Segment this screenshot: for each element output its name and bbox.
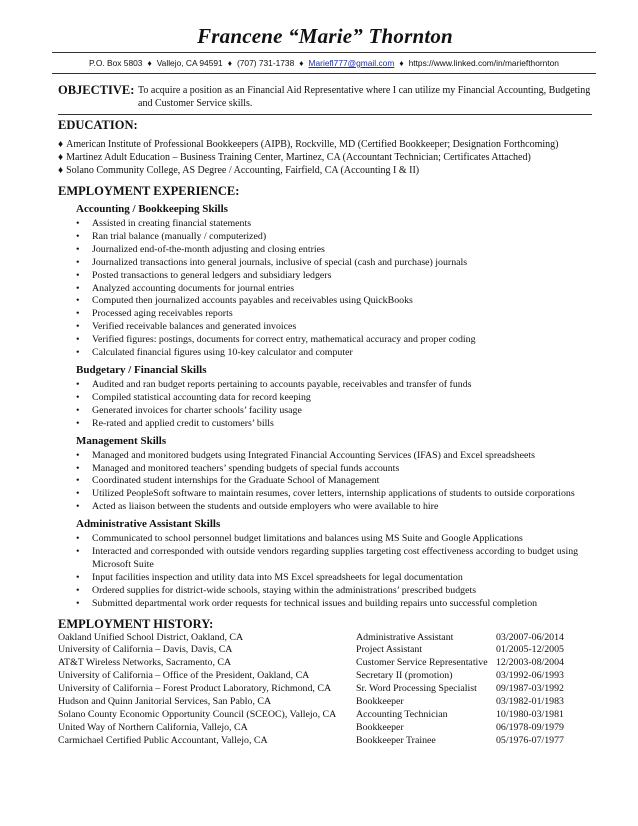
- skill-item-text: Acted as liaison between the students and outside employers who were available to hire: [92, 501, 439, 513]
- contact-separator: ♦: [147, 57, 152, 68]
- skill-list-item: [76, 321, 592, 334]
- skill-list-item: [76, 418, 592, 431]
- skill-item-text: Managed and monitored teachers’ spending budgets of special funds accounts: [92, 462, 400, 474]
- skill-item-text: Communicated to school personnel budget limitations and balances using MS Suite and Google Applications: [92, 533, 523, 545]
- objective-label: OBJECTIVE:: [58, 83, 135, 97]
- bullet-icon: •: [76, 282, 80, 294]
- history-role: Accounting Technician: [356, 708, 448, 720]
- contact-separator: ♦: [399, 57, 404, 68]
- objective-section: [58, 83, 592, 115]
- skill-item-text: Posted transactions to general ledgers and subsidiary ledgers: [92, 269, 332, 281]
- skill-item-text: Submitted departmental work order requests for technical issues and building repairs unto successful completion: [92, 597, 538, 609]
- history-employer: United Way of Northern California, Vallejo, CA: [58, 721, 248, 733]
- bullet-icon: •: [76, 449, 80, 461]
- skill-list-item: [76, 598, 592, 611]
- skill-list-item: [76, 585, 592, 598]
- skill-list-item: [76, 218, 592, 231]
- diamond-bullet-icon: ♦: [58, 165, 64, 176]
- history-role: Bookkeeper: [356, 695, 404, 707]
- history-dates: 03/1982-01/1983: [495, 695, 564, 707]
- education-item-text: Solano Community College, AS Degree / Accounting, Fairfield, CA (Accounting I & II): [66, 165, 420, 176]
- education-item-text: Martinez Adult Education – Business Training Center, Martinez, CA (Accountant Technician; Certificates Attached): [66, 152, 531, 163]
- skill-list: [76, 379, 592, 431]
- bullet-icon: •: [76, 295, 80, 307]
- bullet-icon: •: [76, 379, 80, 390]
- history-dates: 01/2005-12/2005: [495, 644, 564, 656]
- skill-list-item: [76, 257, 592, 270]
- skill-item-text: Re-rated and applied credit to customers’ bills: [92, 417, 274, 429]
- history-employer: Hudson and Quinn Janitorial Services, San Pablo, CA: [58, 695, 272, 707]
- skill-list-item: [76, 463, 592, 476]
- history-row: [58, 670, 592, 683]
- history-dates: 05/1976-07/1977: [495, 734, 564, 746]
- history-row: [58, 644, 592, 657]
- resume-name: Francene “Marie” Thornton: [197, 24, 453, 48]
- skill-section-heading: Administrative Assistant Skills: [76, 518, 221, 531]
- bullet-icon: •: [76, 243, 80, 255]
- skill-list-item: [76, 295, 592, 308]
- bullet-icon: •: [76, 546, 80, 558]
- skill-section: [58, 435, 592, 515]
- education-item: [58, 164, 592, 177]
- bullet-icon: •: [76, 597, 80, 609]
- experience-title: EMPLOYMENT EXPERIENCE:: [58, 184, 240, 198]
- skill-list-item: [76, 283, 592, 296]
- history-role: Administrative Assistant: [356, 631, 454, 643]
- contact-phone: (707) 731-1738: [236, 57, 295, 68]
- skill-list-item: [76, 501, 592, 514]
- history-dates: 12/2003-08/2004: [495, 657, 564, 669]
- history-role: Secretary II (promotion): [356, 670, 453, 682]
- contact-website: https://www.linked.com/in/mariefthornton: [408, 57, 559, 68]
- bullet-icon: •: [76, 334, 80, 346]
- skill-item-text: Audited and ran budget reports pertaining to accounts payable, receivables and transfer of funds: [92, 379, 472, 390]
- history-dates: 03/2007-06/2014: [495, 631, 564, 643]
- history-row: [58, 696, 592, 709]
- skill-list-item: [76, 572, 592, 585]
- bullet-icon: •: [76, 488, 80, 500]
- contact-city: Vallejo, CA 94591: [156, 57, 223, 68]
- skill-list-item: [76, 546, 592, 572]
- bullet-icon: •: [76, 269, 80, 281]
- skill-item-text: Journalized transactions into general journals, inclusive of special (cash and purchase) journals: [92, 256, 468, 268]
- bullet-icon: •: [76, 231, 80, 243]
- skill-list-item: [76, 533, 592, 546]
- skill-list-item: [76, 270, 592, 283]
- bullet-icon: •: [76, 256, 80, 268]
- history-row: [58, 735, 592, 748]
- skill-section-heading: Budgetary / Financial Skills: [76, 363, 207, 376]
- skill-item-text: Ordered supplies for district-wide schools, staying within the administrations’ prescribed budgets: [92, 584, 477, 596]
- bullet-icon: •: [76, 475, 80, 487]
- skill-list-item: [76, 379, 592, 392]
- skill-item-text: Generated invoices for charter schools’ facility usage: [92, 404, 302, 416]
- bullet-icon: •: [76, 308, 80, 320]
- skill-item-text: Processed aging receivables reports: [92, 308, 233, 320]
- education-list: [58, 138, 592, 177]
- bullet-icon: •: [76, 218, 80, 230]
- bullet-icon: •: [76, 501, 80, 513]
- skill-section-heading: Management Skills: [76, 434, 167, 447]
- skill-list-item: [76, 231, 592, 244]
- diamond-bullet-icon: ♦: [58, 152, 64, 163]
- history-employer: Carmichael Certified Public Accountant, Vallejo, CA: [58, 734, 268, 746]
- skill-item-text: Coordinated student internships for the Graduate School of Management: [92, 475, 380, 487]
- skill-item-text: Interacted and corresponded with outside vendors regarding supplies targeting cost effectiveness according to budget using Microsoft Suite: [92, 546, 579, 570]
- diamond-bullet-icon: ♦: [58, 139, 64, 150]
- skill-list-item: [76, 405, 592, 418]
- skill-list-item: [76, 347, 592, 360]
- history-dates: 10/1980-03/1981: [495, 708, 564, 720]
- skill-list-item: [76, 308, 592, 321]
- skill-item-text: Utilized PeopleSoft software to maintain resumes, cover letters, internship applications of students to outside corporations: [92, 488, 575, 500]
- bullet-icon: •: [76, 346, 80, 358]
- contact-separator: ♦: [299, 57, 304, 68]
- contact-separator: ♦: [227, 57, 232, 68]
- skill-item-text: Verified figures: postings, documents for correct entry, mathematical accuracy and proper coding: [92, 334, 476, 346]
- history-dates: 09/1987-03/1992: [495, 683, 564, 694]
- history-title: EMPLOYMENT HISTORY:: [58, 616, 214, 631]
- objective-text: To acquire a position as an Financial Aid Representative where I can utilize my Financial Accounting, Budgeting and Customer Service skills.: [138, 85, 591, 109]
- skill-item-text: Assisted in creating financial statements: [92, 218, 252, 230]
- history-row: [58, 657, 592, 670]
- history-role: Customer Service Representative: [356, 657, 488, 669]
- history-employer: AT&T Wireless Networks, Sacramento, CA: [58, 657, 232, 669]
- skill-list-item: [76, 450, 592, 463]
- bullet-icon: •: [76, 571, 80, 583]
- skill-list-item: [76, 244, 592, 257]
- skill-list-item: [76, 488, 592, 501]
- history-role: Bookkeeper: [356, 721, 404, 733]
- contact-bar: [52, 52, 596, 74]
- contact-email-link[interactable]: Mariefl777@gmail.com: [308, 57, 395, 68]
- skill-section-heading: Accounting / Bookkeeping Skills: [76, 203, 228, 215]
- education-item-text: American Institute of Professional Bookkeepers (AIPB), Rockville, MD (Certified Bookkeeper; Designation Forthcoming): [66, 139, 559, 150]
- skill-item-text: Input facilities inspection and utility data into MS Excel spreadsheets for legal documentation: [92, 571, 463, 583]
- bullet-icon: •: [76, 533, 80, 545]
- contact-address: P.O. Box 5803: [89, 57, 143, 68]
- skill-item-text: Computed then journalized accounts payables and receivables using QuickBooks: [92, 295, 413, 307]
- skill-list: [76, 450, 592, 514]
- history-employer: University of California – Office of the President, Oakland, CA: [58, 670, 310, 682]
- history-dates: 06/1978-09/1979: [495, 721, 564, 733]
- bullet-icon: •: [76, 404, 80, 416]
- history-role: Sr. Word Processing Specialist: [356, 683, 477, 694]
- education-item: [58, 138, 592, 151]
- history-row: [58, 632, 592, 645]
- education-title: EDUCATION:: [58, 118, 138, 132]
- skill-section: [58, 364, 592, 431]
- history-table: [58, 632, 592, 748]
- education-item: [58, 151, 592, 164]
- bullet-icon: •: [76, 584, 80, 596]
- history-row: [58, 683, 592, 696]
- bullet-icon: •: [76, 417, 80, 429]
- skill-section: [58, 518, 592, 610]
- skill-list-item: [76, 475, 592, 488]
- skill-list-item: [76, 392, 592, 405]
- bullet-icon: •: [76, 321, 80, 333]
- history-dates: 03/1992-06/1993: [495, 670, 564, 682]
- skill-list: [76, 218, 592, 360]
- bullet-icon: •: [76, 462, 80, 474]
- history-row: [58, 722, 592, 735]
- skill-item-text: Ran trial balance (manually / computerized): [92, 231, 267, 243]
- skill-section: [58, 203, 592, 360]
- history-row: [58, 709, 592, 722]
- skill-list-item: [76, 334, 592, 347]
- history-employer: University of California – Davis, Davis, CA: [58, 644, 233, 656]
- history-role: Project Assistant: [356, 644, 423, 656]
- skills-container: [58, 203, 592, 611]
- bullet-icon: •: [76, 391, 80, 403]
- skill-item-text: Calculated financial figures using 10-key calculator and computer: [92, 346, 353, 358]
- skill-list: [76, 533, 592, 610]
- skill-item-text: Managed and monitored budgets using Integrated Financial Accounting Services (IFAS) and Excel spreadsheets: [92, 449, 535, 461]
- skill-item-text: Journalized end-of-the-month adjusting and closing entries: [92, 243, 325, 255]
- skill-item-text: Compiled statistical accounting data for record keeping: [92, 391, 311, 403]
- history-employer: Solano County Economic Opportunity Council (SCEOC), Vallejo, CA: [58, 708, 337, 720]
- history-role: Bookkeeper Trainee: [356, 734, 436, 746]
- history-employer: University of California – Forest Product Laboratory, Richmond, CA: [58, 683, 332, 694]
- skill-item-text: Analyzed accounting documents for journal entries: [92, 282, 295, 294]
- skill-item-text: Verified receivable balances and generated invoices: [92, 321, 297, 333]
- history-employer: Oakland Unified School District, Oakland, CA: [58, 631, 244, 643]
